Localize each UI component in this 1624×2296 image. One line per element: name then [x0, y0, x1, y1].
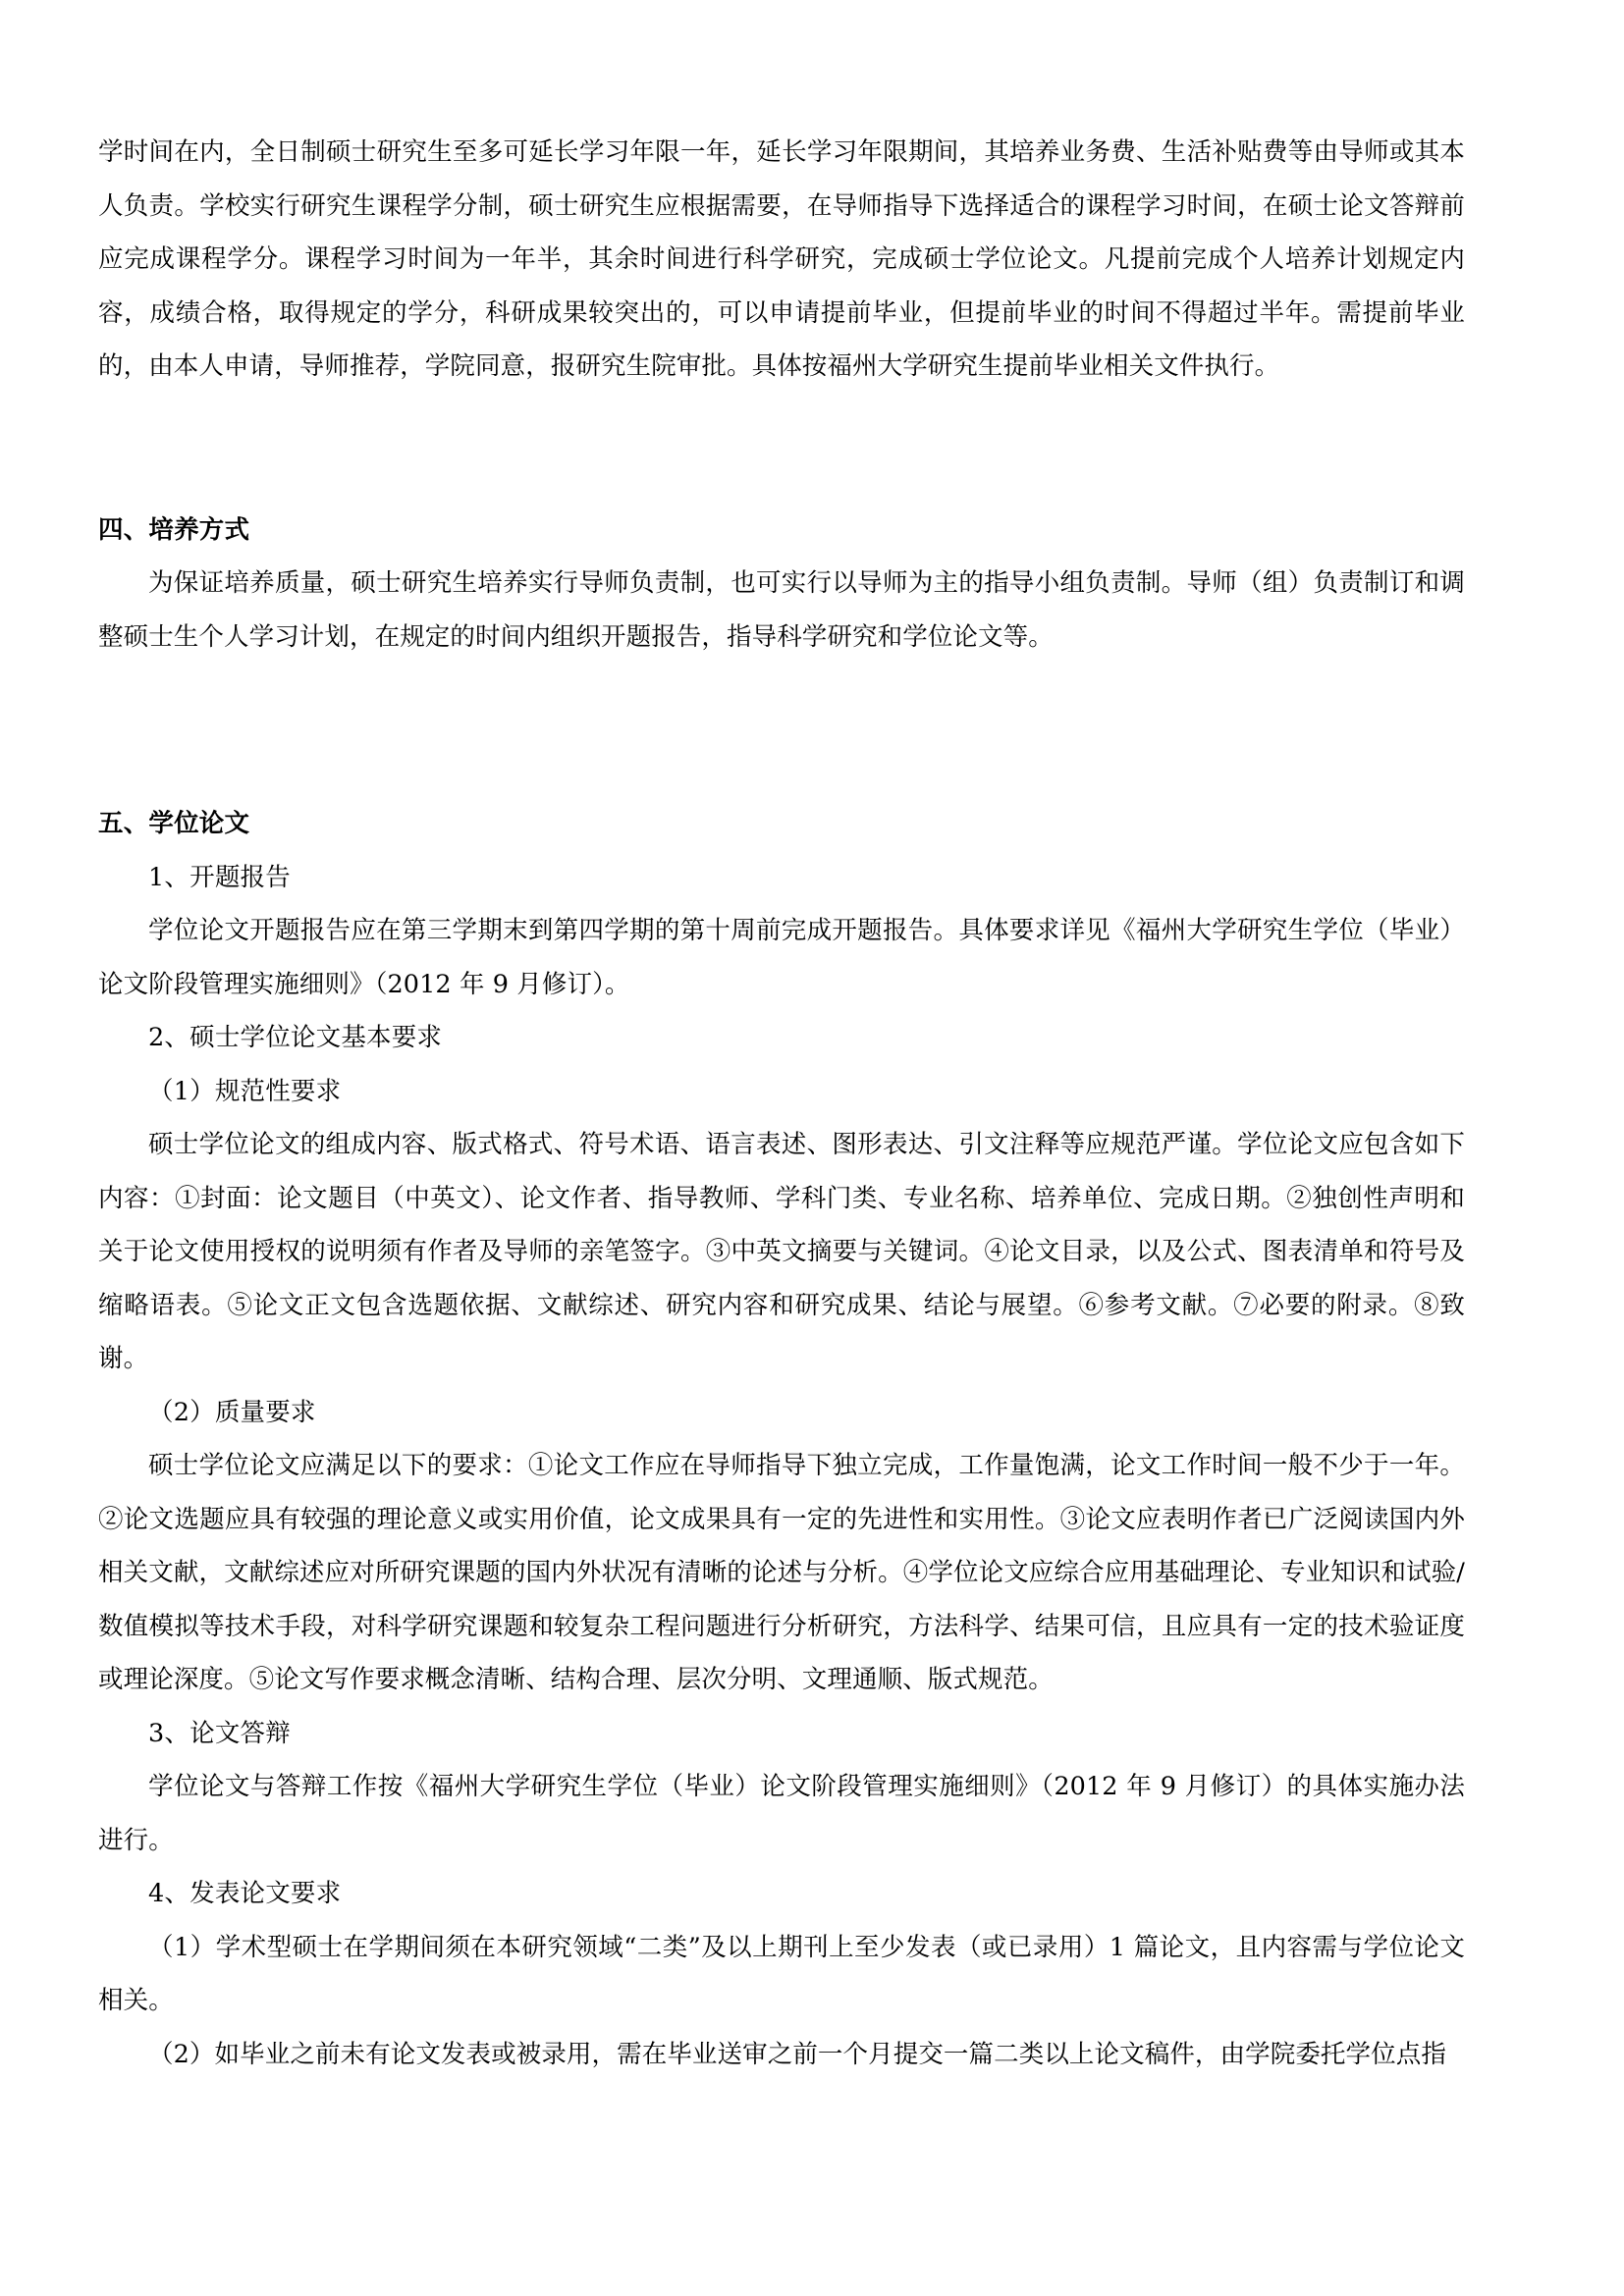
page-content: [98, 126, 1465, 2081]
section-heading-five: 五、学位论文: [98, 809, 250, 838]
subheading-item-4: 4、发表论文要求: [148, 1879, 342, 1908]
continued-paragraph: 学时间在内，全日制硕士研究生至多可延长学习年限一年，延长学习年限期间，其培养业务费、生活补贴费等由导师或其本人负责。学校实行研究生课程学分制，硕士研究生应根据需要，在导师指导下选择适合的课程学习时间，在硕士论文答辩前应完成课程学分。课程学习时间为一年半，其余时间进行科学研究，完成硕士学位论文。凡提前完成个人培养计划规定内容，成绩合格，取得规定的学分，科研成果较突出的，可以申请提前毕业，但提前毕业的时间不得超过半年。需提前毕业的，由本人申请，导师推荐，学院同意，报研究生院审批。具体按福州大学研究生提前毕业相关文件执行。: [98, 137, 1465, 381]
spacer: [98, 664, 1465, 774]
item-3-paragraph: 学位论文与答辩工作按《福州大学研究生学位（毕业）论文阶段管理实施细则》（2012 年 9 月修订）的具体实施办法进行。: [98, 1772, 1465, 1855]
subheading-item-2-1: （1）规范性要求: [148, 1076, 342, 1106]
item-1-paragraph: 学位论文开题报告应在第三学期末到第四学期的第十周前完成开题报告。具体要求详见《福州大学研究生学位（毕业）论文阶段管理实施细则》（2012 年 9 月修订）。: [98, 916, 1465, 999]
section-heading-four: 四、培养方式: [98, 514, 250, 545]
subheading-item-1: 1、开题报告: [148, 862, 291, 892]
spacer: [98, 394, 1465, 504]
subheading-item-2: 2、硕士学位论文基本要求: [148, 1023, 443, 1052]
section-four-paragraph: 为保证培养质量，硕士研究生培养实行导师负责制，也可实行以导师为主的指导小组负责制。导师（组）负责制订和调整硕士生个人学习计划，在规定的时间内组织开题报告，指导科学研究和学位论文等。: [98, 568, 1465, 652]
spacer: [98, 774, 1465, 797]
item-4-2-paragraph: （2）如毕业之前未有论文发表或被录用，需在毕业送审之前一个月提交一篇二类以上论文稿件，由学院委托学位点指: [148, 2039, 1446, 2069]
item-2-1-paragraph: 硕士学位论文的组成内容、版式格式、符号术语、语言表述、图形表达、引文注释等应规范严谨。学位论文应包含如下内容：①封面：论文题目（中英文）、论文作者、指导教师、学科门类、专业名称、培养单位、完成日期。②独创性声明和关于论文使用授权的说明须有作者及导师的亲笔签字。③中英文摘要与关键词。④论文目录，以及公式、图表清单和符号及缩略语表。⑤论文正文包含选题依据、文献综述、研究内容和研究成果、结论与展望。⑥参考文献。⑦必要的附录。⑧致谢。: [98, 1130, 1465, 1373]
subheading-item-3: 3、论文答辩: [148, 1718, 291, 1748]
subheading-item-2-2: （2）质量要求: [148, 1397, 316, 1427]
item-2-2-paragraph: 硕士学位论文应满足以下的要求：①论文工作应在导师指导下独立完成，工作量饱满，论文工作时间一般不少于一年。②论文选题应具有较强的理论意义或实用价值，论文成果具有一定的先进性和实用性。③论文应表明作者已广泛阅读国内外相关文献，文献综述应对所研究课题的国内外状况有清晰的论述与分析。④学位论文应综合应用基础理论、专业知识和试验/数值模拟等技术手段，对科学研究课题和较复杂工程问题进行分析研究，方法科学、结果可信，且应具有一定的技术验证度或理论深度。⑤论文写作要求概念清晰、结构合理、层次分明、文理通顺、版式规范。: [98, 1451, 1465, 1694]
item-4-1-paragraph: （1）学术型硕士在学期间须在本研究领域“二类”及以上期刊上至少发表（或已录用）1 篇论文，且内容需与学位论文相关。: [98, 1932, 1465, 2015]
